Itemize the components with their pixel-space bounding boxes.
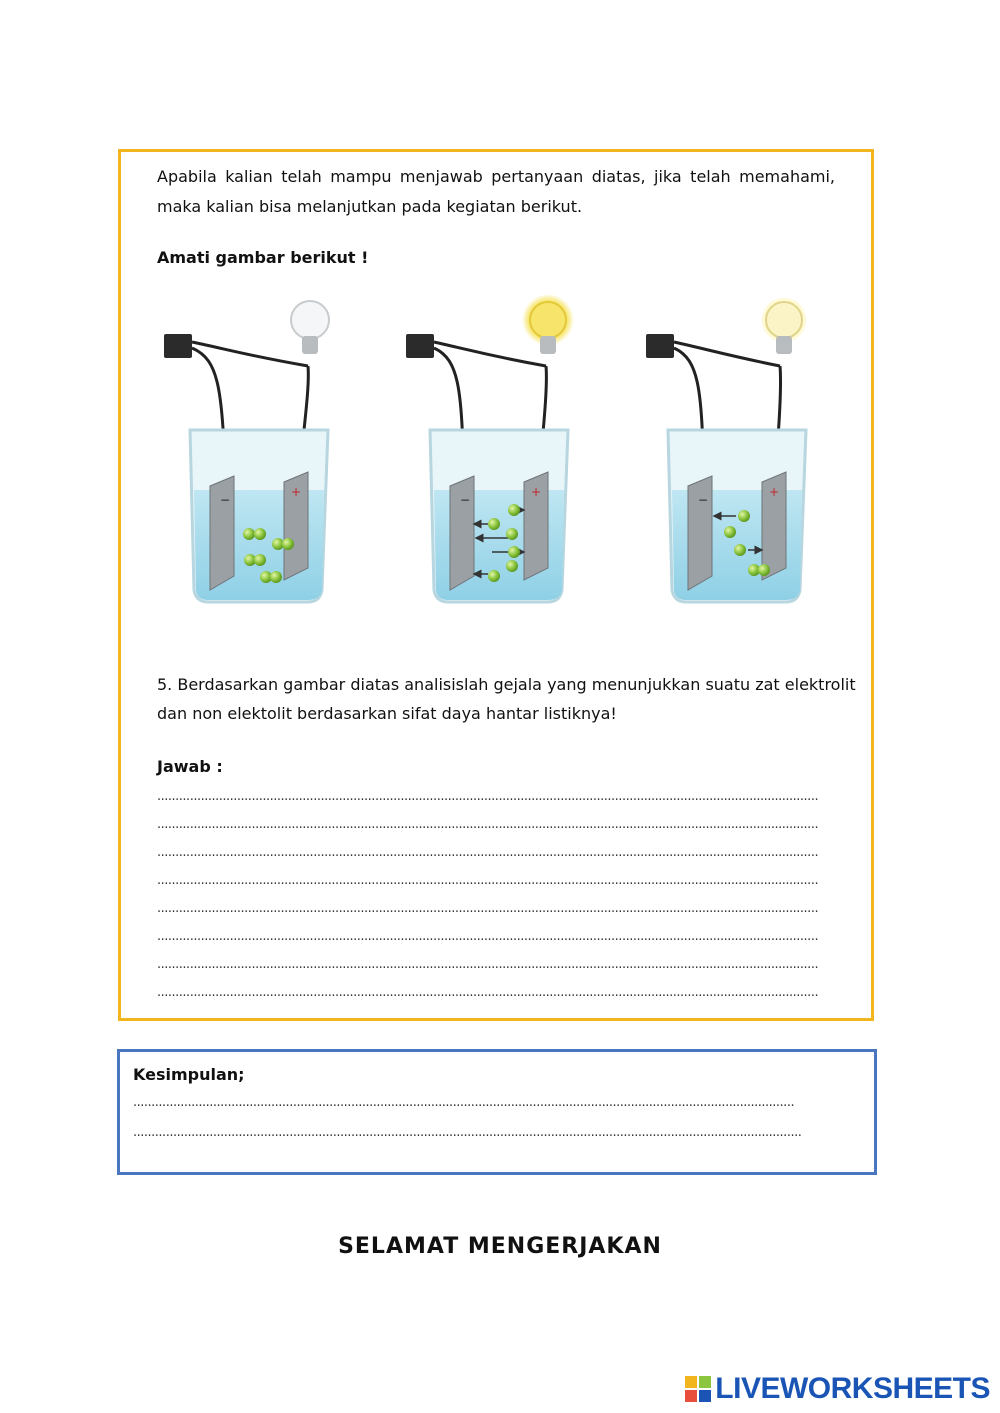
answer-line[interactable]: ...................................................................................................................................................................................... (157, 929, 819, 944)
liveworksheets-logo (685, 1373, 990, 1405)
conclusion-line[interactable]: ...................................................................................................................................................................................... (133, 1095, 795, 1110)
logo-grid-icon (685, 1376, 711, 1402)
light-bulb-bright-icon (522, 294, 574, 354)
intro-paragraph: Apabila kalian telah mampu menjawab pertanyaan diatas, jika telah memahami, maka kalian bisa melanjutkan pada kegiatan berikut. (157, 167, 835, 216)
positive-electrode-label: + (291, 485, 302, 499)
closing-message: SELAMAT MENGERJAKAN (338, 1234, 662, 1259)
beaker-setup-1 (164, 301, 329, 602)
question-5: 5. Berdasarkan gambar diatas analisislah gejala yang menunjukkan suatu zat elektrolit dan non elektolit berdasarkan sifat daya hantar listiknya! (157, 675, 856, 723)
answer-line[interactable]: ...................................................................................................................................................................................... (157, 789, 819, 804)
negative-electrode-label: − (698, 493, 709, 507)
conclusion-line[interactable]: ........................................................................................................................................................................................ (133, 1125, 802, 1140)
answer-line[interactable]: ...................................................................................................................................................................................... (157, 817, 819, 832)
plug-icon (164, 334, 192, 358)
answer-line[interactable]: ...................................................................................................................................................................................... (157, 873, 819, 888)
answer-line[interactable]: ...................................................................................................................................................................................... (157, 985, 819, 1000)
positive-electrode-label: + (769, 485, 780, 499)
instruction-heading: Amati gambar berikut ! (157, 248, 369, 267)
answer-line[interactable]: ...................................................................................................................................................................................... (157, 957, 819, 972)
positive-electrode-label: + (531, 485, 542, 499)
conclusion-label: Kesimpulan; (133, 1065, 245, 1084)
beaker-setup-3 (646, 298, 806, 602)
negative-electrode-label: − (460, 493, 471, 507)
answer-line[interactable]: ...................................................................................................................................................................................... (157, 901, 819, 916)
light-bulb-dim-icon (762, 298, 806, 354)
answer-label: Jawab : (157, 757, 223, 776)
plug-icon (646, 334, 674, 358)
electrolysis-figure (150, 290, 840, 620)
light-bulb-off-icon (291, 301, 329, 354)
negative-electrode-label: − (220, 493, 231, 507)
logo-text: LIVEWORKSHEETS (715, 1372, 990, 1405)
beaker-setup-2 (406, 294, 574, 602)
plug-icon (406, 334, 434, 358)
answer-line[interactable]: ...................................................................................................................................................................................... (157, 845, 819, 860)
